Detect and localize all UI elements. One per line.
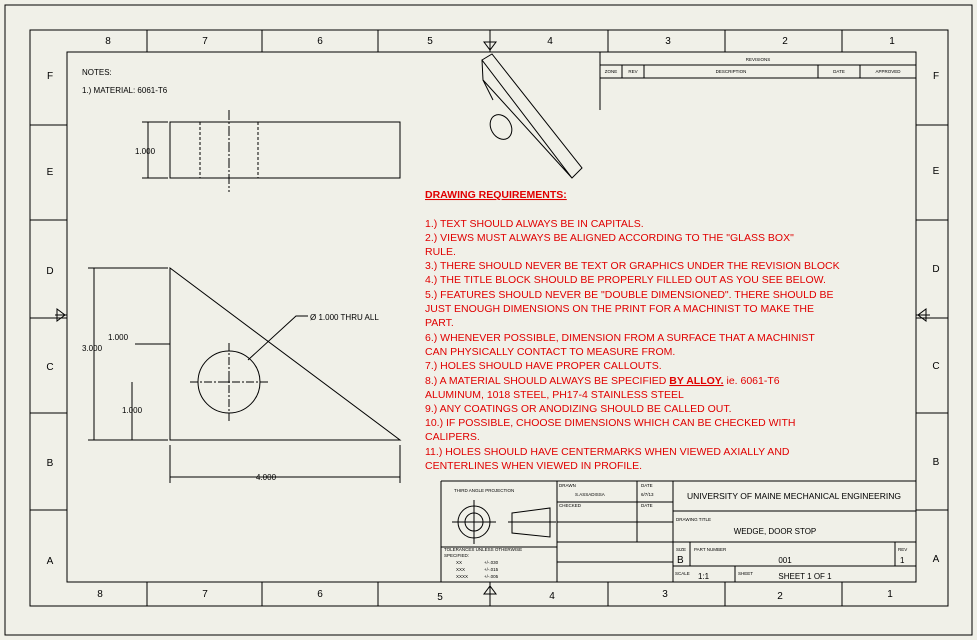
zones-cols-7: 1 (887, 589, 893, 600)
requirements-lines-6: JUST ENOUGH DIMENSIONS ON THE PRINT FOR A MACHINIST TO MAKE THE (425, 303, 814, 315)
requirements-lines-3: 3.) THERE SHOULD NEVER BE TEXT OR GRAPHICS UNDER THE REVISION BLOCK (425, 260, 840, 272)
revisions-description: DESCRIPTION (715, 69, 747, 74)
title-block (441, 481, 916, 582)
dims-width: 4.000 (256, 473, 277, 482)
title_block-tol-2-1: +/-.005 (484, 574, 499, 579)
requirements-alloy_example: ie. 6061-T6 (723, 375, 780, 387)
zones-cols-5: 3 (665, 36, 671, 47)
requirements-alloy_emphasis: BY ALLOY. (669, 375, 724, 387)
title_block-sheet: SHEET 1 OF 1 (778, 572, 832, 581)
requirements-lines-9: CAN PHYSICALLY CONTACT TO MEASURE FROM. (425, 346, 676, 358)
requirements-lines-1: 2.) VIEWS MUST ALWAYS BE ALIGNED ACCORDING TO THE "GLASS BOX" (425, 232, 794, 244)
title_block-drawn: S.ASSADISSA (575, 492, 605, 497)
title_block-scale: 1:1 (698, 572, 710, 581)
title_block-size_label: SIZE (676, 547, 687, 552)
zones-cols-3: 5 (437, 592, 443, 603)
title_block-projection: THIRD ANGLE PROJECTION (454, 488, 515, 493)
isometric-view (482, 54, 582, 178)
outer-frame (30, 30, 948, 606)
requirements-lines-10: 7.) HOLES SHOULD HAVE PROPER CALLOUTS. (425, 360, 662, 372)
title_block-size: B (677, 555, 684, 566)
zones-rows-1: E (46, 167, 54, 178)
zones-cols-2: 6 (317, 589, 323, 600)
hole-callout: Ø 1.000 THRU ALL (310, 313, 379, 322)
title_block-rev_label: REV (898, 547, 908, 552)
requirements-lines-12: ALUMINUM, 1018 STEEL, PH17-4 STAINLESS STEEL (425, 389, 684, 401)
zones-rows-0: F (46, 71, 54, 82)
title_block-scale_label: SCALE (675, 571, 690, 576)
title_block-tol-1-1: +/-.015 (484, 567, 499, 572)
title_block-sheet_label: SHEET (738, 571, 754, 576)
requirements-lines-13: 9.) ANY COATINGS OR ANODIZING SHOULD BE CALLED OUT. (425, 403, 732, 415)
requirements-lines-5: 5.) FEATURES SHOULD NEVER BE "DOUBLE DIMENSIONED". THERE SHOULD BE (425, 289, 834, 301)
requirements-lines-2: RULE. (425, 246, 456, 258)
notes-title: NOTES: (82, 68, 112, 77)
title_block-part: 001 (778, 556, 792, 565)
requirements-lines-15: CALIPERS. (425, 431, 480, 443)
requirements-lines-11: 8.) A MATERIAL SHOULD ALWAYS BE SPECIFIED (425, 375, 670, 387)
requirements-lines-17: CENTERLINES WHEN VIEWED IN PROFILE. (425, 460, 643, 472)
title_block-date_label: DATE (641, 483, 653, 488)
title_block-title_label: DRAWING TITLE (676, 517, 712, 522)
title_block-part_label: PART NUMBER (694, 547, 727, 552)
page-border (5, 5, 972, 635)
zones-cols-7: 1 (889, 36, 895, 47)
zones-cols-3: 5 (427, 36, 433, 47)
title_block-date_label: DATE (641, 503, 653, 508)
zones-cols-1: 7 (202, 36, 208, 47)
title_block-tol_title: TOLERANCES UNLESS OTHERWISE (444, 547, 523, 552)
revisions-approved: APPROVED (875, 69, 901, 74)
zones-rows-4: B (932, 457, 940, 468)
dims-thickness: 1.000 (135, 147, 156, 156)
title_block-tol-0-1: +/-.030 (484, 560, 499, 565)
zones-rows-4: B (46, 458, 54, 469)
front-view (82, 268, 400, 483)
revisions-date: DATE (833, 69, 845, 74)
zones-cols-2: 6 (317, 36, 323, 47)
title_block-tol-0-0: XX (456, 560, 463, 565)
top-view (135, 110, 400, 192)
revisions-title: REVISIONS (745, 57, 771, 62)
requirements-lines-14: 10.) IF POSSIBLE, CHOOSE DIMENSIONS WHICH CAN BE CHECKED WITH (425, 417, 796, 429)
notes-material: 1.) MATERIAL: 6061-T6 (82, 86, 168, 95)
zones-cols-6: 2 (782, 36, 788, 47)
zones-rows-2: D (46, 266, 54, 277)
zone-dividers (30, 30, 948, 606)
zones-cols-5: 3 (662, 589, 668, 600)
zones-rows-5: A (46, 556, 54, 567)
title_block-tol-2-0: XXXX (456, 574, 469, 579)
zones-rows-3: C (932, 361, 940, 372)
zones-rows-2: D (932, 264, 940, 275)
title_block-drawn_label: DRAWN (559, 483, 576, 488)
requirements-lines-8: 6.) WHENEVER POSSIBLE, DIMENSION FROM A SURFACE THAT A MACHINIST (425, 332, 815, 344)
zones-rows-1: E (932, 166, 940, 177)
drawing-requirements (425, 189, 840, 472)
requirements-heading: DRAWING REQUIREMENTS: (425, 189, 567, 201)
zones-cols-4: 4 (547, 36, 553, 47)
zones-cols-0: 8 (105, 36, 111, 47)
revision-block (600, 52, 916, 110)
zones-cols-1: 7 (202, 589, 208, 600)
zones-cols-4: 4 (549, 591, 555, 602)
svg-text:8.) A MATERIAL SHOULD ALWAYS B (425, 375, 780, 387)
dims-hole_y: 1.000 (122, 406, 143, 415)
requirements-lines-4: 4.) THE TITLE BLOCK SHOULD BE PROPERLY FILLED OUT AS YOU SEE BELOW. (425, 274, 826, 286)
title_block-tol_title2: SPECIFIED: (444, 553, 470, 558)
revisions-zone: ZONE (604, 69, 618, 74)
revisions-rev: REV (628, 69, 638, 74)
dims-height: 3.000 (82, 344, 103, 353)
requirements-lines-16: 11.) HOLES SHOULD HAVE CENTERMARKS WHEN VIEWED AXIALLY AND (425, 446, 790, 458)
requirements-lines-7: PART. (425, 317, 454, 329)
zones-cols-6: 2 (777, 591, 783, 602)
company-name: UNIVERSITY OF MAINE MECHANICAL ENGINEERING (687, 491, 901, 501)
title_block-date: 6/7/13 (641, 492, 654, 497)
title_block-rev: 1 (900, 556, 905, 565)
zones-rows-3: C (46, 362, 54, 373)
drawing-title: WEDGE, DOOR STOP (733, 527, 817, 536)
dims-hole_x: 1.000 (108, 333, 129, 342)
zones-rows-0: F (932, 71, 940, 82)
zone-labels (46, 36, 939, 603)
requirements-lines-0: 1.) TEXT SHOULD ALWAYS BE IN CAPITALS. (425, 218, 644, 230)
zones-cols-0: 8 (97, 589, 103, 600)
title_block-tol-1-0: XXX (456, 567, 466, 572)
zones-rows-5: A (932, 554, 940, 565)
title_block-checked_label: CHECKED (559, 503, 582, 508)
